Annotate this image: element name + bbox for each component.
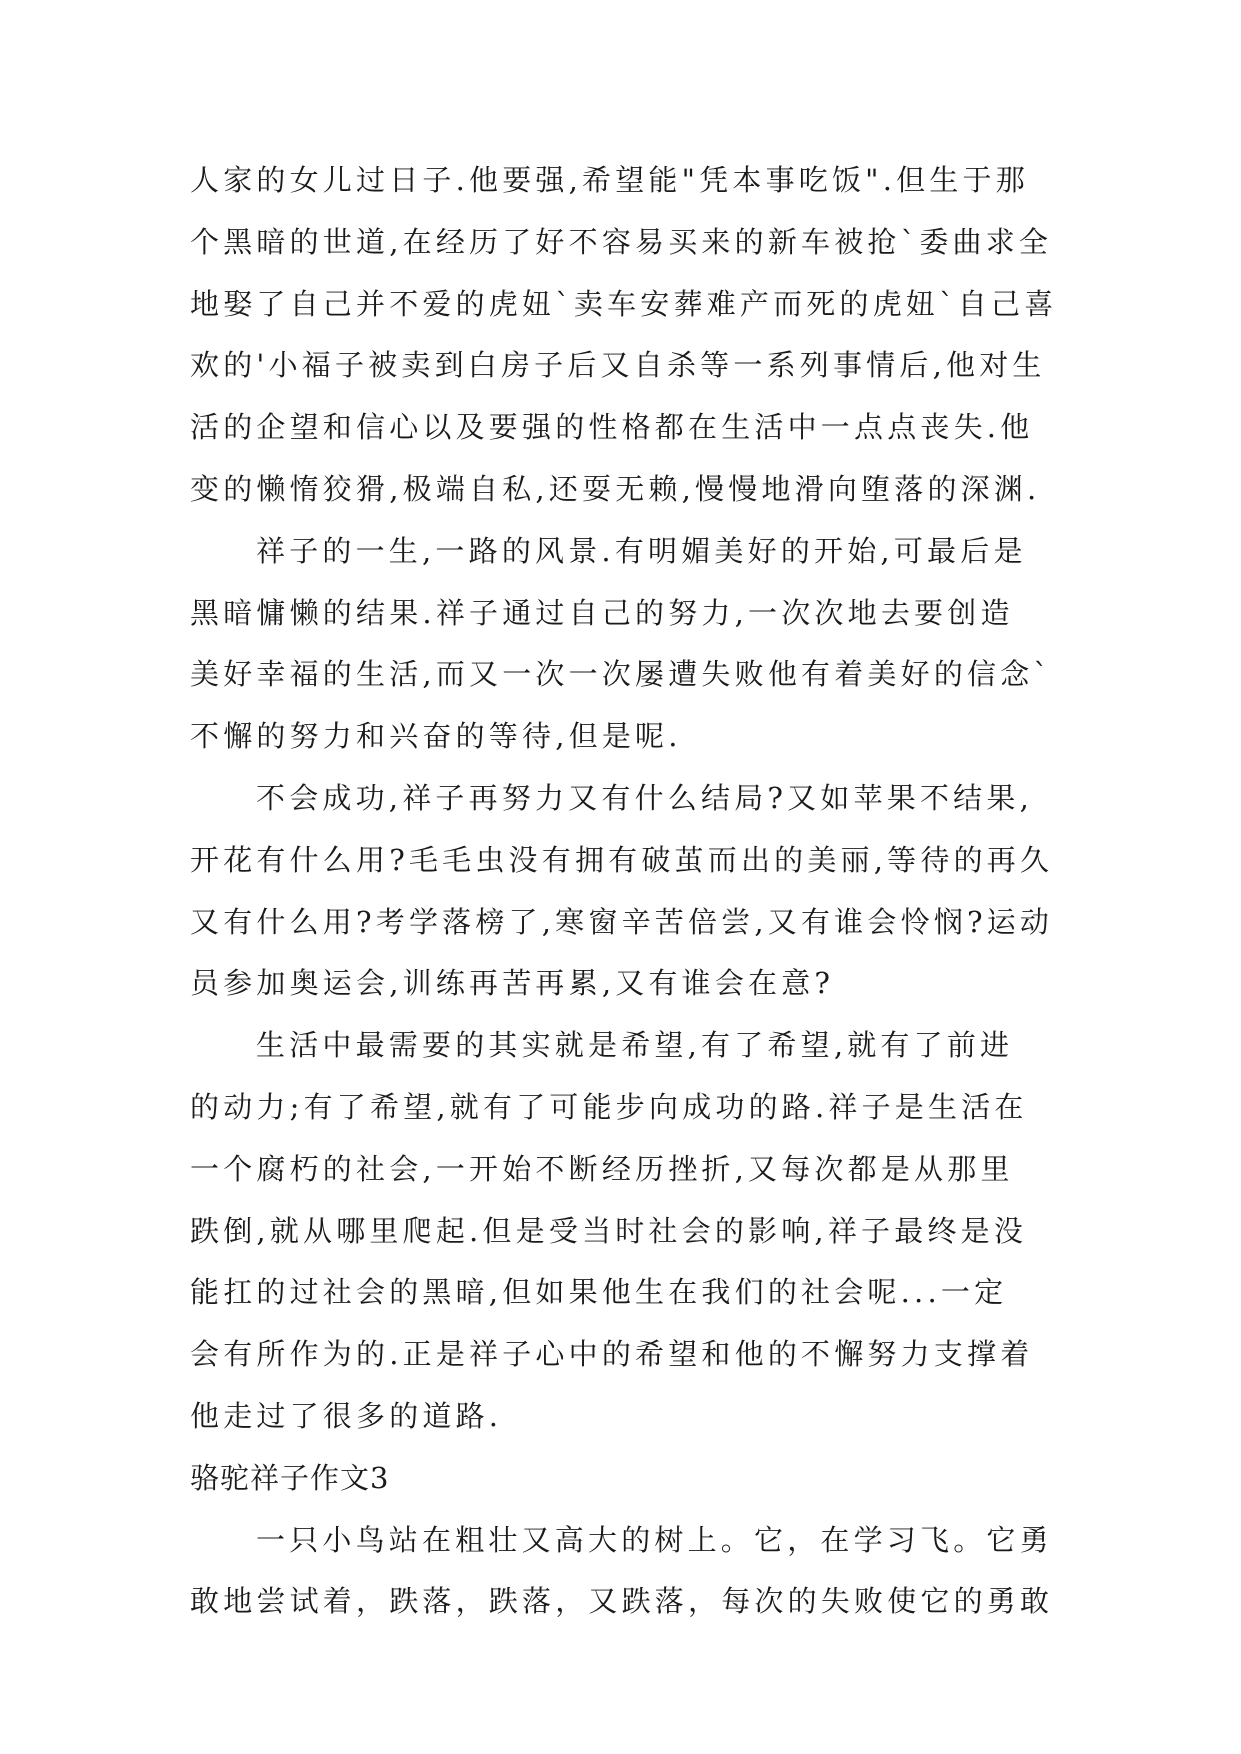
text-line: 能扛的过社会的黑暗,但如果他生在我们的社会呢...一定: [190, 1275, 1008, 1310]
text-line: 黑暗慵懒的结果.祥子通过自己的努力,一次次地去要创造: [190, 595, 1014, 630]
paragraph-start-line: 一只小鸟站在粗壮又高大的树上。它，在学习飞。它勇: [256, 1522, 1053, 1557]
text-line: 变的懒惰狡猾,极端自私,还耍无赖,慢慢地滑向堕落的深渊.: [190, 471, 1041, 506]
text-line: 敢地尝试着，跌落，跌落，又跌落，每次的失败使它的勇敢: [190, 1584, 1054, 1619]
text-line: 不懈的努力和兴奋的等待,但是呢.: [190, 719, 682, 754]
text-line: 员参加奥运会,训练再苦再累,又有谁会在意?: [190, 966, 835, 1001]
text-line: 活的企望和信心以及要强的性格都在生活中一点点丧失.他: [190, 410, 1034, 445]
text-line: 跌倒,就从哪里爬起.但是受当时社会的影响,祥子最终是没: [190, 1213, 1028, 1248]
text-line: 人家的女儿过日子.他要强,希望能"凭本事吃饭".但生于那: [190, 163, 1029, 197]
section-heading: 骆驼祥子作文3: [190, 1460, 390, 1495]
text-line: 他走过了很多的道路.: [190, 1398, 503, 1433]
paragraph-start-line: 祥子的一生,一路的风景.有明媚美好的开始,可最后是: [256, 533, 1027, 568]
paragraph-start-line: 生活中最需要的其实就是希望,有了希望,就有了前进: [256, 1028, 1014, 1063]
text-line: 又有什么用?考学落榜了,寒窗辛苦倍尝,又有谁会怜悯?运动: [190, 904, 1054, 939]
text-line: 开花有什么用?毛毛虫没有拥有破茧而出的美丽,等待的再久: [190, 842, 1054, 877]
text-line: 美好幸福的生活,而又一次一次屡遭失败他有着美好的信念`: [190, 657, 1053, 692]
text-line: 地娶了自己并不爱的虎妞`卖车安葬难产而死的虎妞`自己喜: [190, 286, 1058, 321]
paragraph-start-line: 不会成功,祥子再努力又有什么结局?又如苹果不结果,: [256, 780, 1033, 815]
text-line: 欢的'小福子被卖到白房子后又自杀等一系列事情后,他对生: [190, 348, 1046, 383]
text-line: 一个腐朽的社会,一开始不断经历挫折,又每次都是从那里: [190, 1151, 1014, 1186]
text-line: 会有所作为的.正是祥子心中的希望和他的不懈努力支撑着: [190, 1337, 1034, 1372]
document-body: [190, 150, 1070, 1633]
text-line: 的动力;有了希望,就有了可能步向成功的路.祥子是生活在: [190, 1089, 1028, 1124]
text-line: 个黑暗的世道,在经历了好不容易买来的新车被抢`委曲求全: [190, 224, 1053, 259]
